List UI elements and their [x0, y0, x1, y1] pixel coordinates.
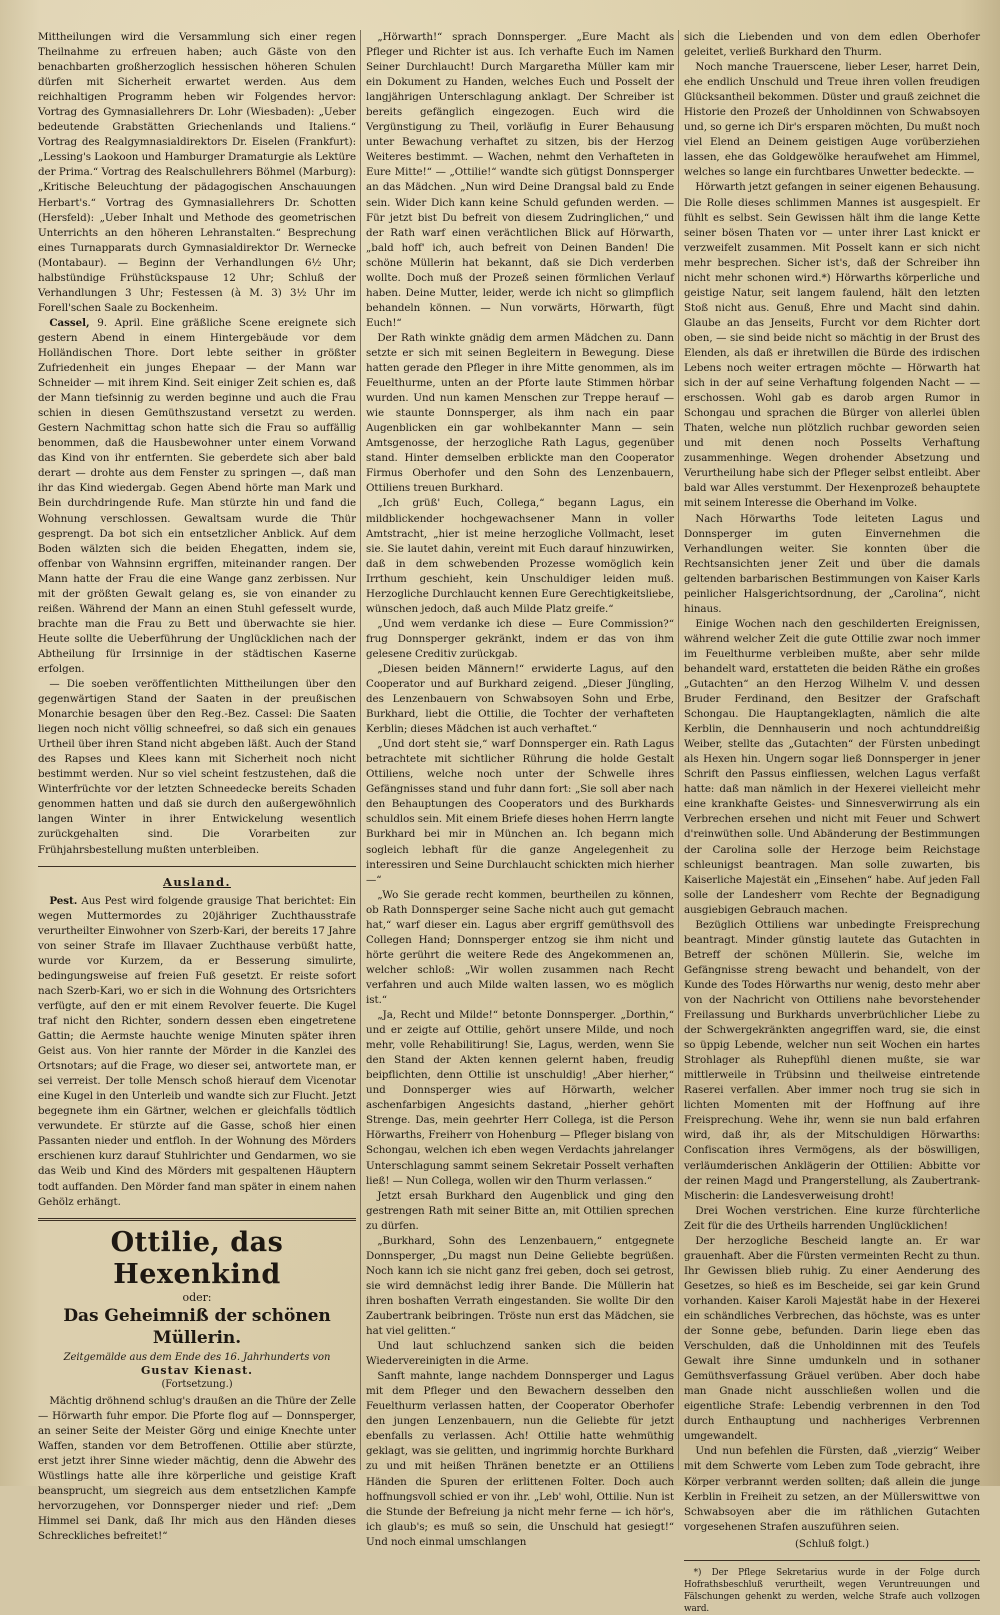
novel-paragraph: „Hörwarth!“ sprach Donnsperger. „Eure Macht als Pfleger und Richter ist aus. Ich verhafte Euch im Namen Seiner Durchlaucht! Durch Margaretha Müller kam mir ein Dokument zu Handen, welches Euch und Posselt der langjährigen Unterschlagung anklagt. Der Schreiber ist bereits gefänglich eingezogen. Euch wird die Vergünstigung zu Theil, vorläufig in Eurer Behausung unter Bewachung verhaftet zu sitzen, bis der Herzog Weiteres bestimmt. — Wachen, nehmt den Verhafteten in Eure Mitte!“ — „Ottilie!“ wandte sich gütigst Donnsperger an das Mädchen. „Nun wird Deine Drangsal bald zu Ende sein. Wider Dich kann keine Schuld gefunden werden. — Für jetzt bist Du befreit von diesem Zudringlichen,“ und der Rath warf einen verächtlichen Blick auf Hörwarth, „bald hoff' ich, auch befreit von Deinen Banden! Die schöne Müllerin hat bekannt, daß sie Dich verderben wollte. Doch muß der Prozeß seinen förmlichen Verlauf haben. Deine Mutter, leider, werde ich nicht so glimpflich behandeln können. — Nun vorwärts, Hörwarth, fügt Euch!“	[366, 31, 674, 329]
kassel-date: 9. April.	[97, 316, 144, 329]
novel-paragraph: Der herzogliche Bescheid langte an. Er war grauenhaft. Aber die Fürsten vermeinten Recht zu thun. Ihr Gewissen blieb ruhig. Zu einer Aenderung des Gesetzes, so hieß es im Bescheide, sei gar kein Grund vorhanden. Kaiser Karoli Majestät habe in der Hexerei ein schändliches Verbrechen, das höchste, was es unter der Sonne gebe, befunden. Darin liege eben das Verschulden, daß die Unholdinnen mit des Teufels Gewalt ihre Sinne umdunkeln und in sothaner Gemüthsverfassung Gräuel verüben. Aber doch habe man Gnade nicht ausschließen wollen und die eigentliche Strafe: Lebendig verbrennen in den Tod durch Enthauptung und nachheriges Verbrennen umgewandelt.	[684, 1234, 980, 1443]
novel-paragraph: „Burkhard, Sohn des Lenzenbauern,“ entgegnete Donnsperger, „Du magst nun Deine Geliebte begrüßen. Noch kann ich sie nicht ganz frei geben, doch sei getrost, sie wird demnächst ledig ihrer Bande. Die Müllerin hat ihren boshaften Verrath eingestanden. Sie wollte Dir den Zaubertrank beibringen. Tröste nun erst das Mädchen, sie hat viel gelitten.“	[366, 1234, 674, 1338]
novel-paragraph: Jetzt ersah Burkhard den Augenblick und ging den gestrengen Rath mit seiner Bitte an, mit Ottilien sprechen zu dürfen.	[366, 1189, 674, 1232]
novel-paragraph: Einige Wochen nach den geschilderten Ereignissen, während welcher Zeit die gute Ottilie zwar noch immer im Feuelthurme verbleiben mußte, aber sehr milde behandelt ward, erstatteten die beiden Räthe ein großes „Gutachten“ an den Herzog Wilhelm V. und dessen Bruder Ferdinand, den Besitzer der Grafschaft Schongau. Die Hauptangeklagten, nämlich die alte Kerblin, die Dennhauserin und noch achtunddreißig Weiber, stellte das „Gutachten“ der Fürsten unbedingt als Hexen hin. Ungern sogar ließ Donnsperger in jener Schrift den Passus einfliessen, welchen Lagus verfaßt hatte: daß man nämlich in der Hexerei vielleicht mehr eine krankhafte Geistes- und Sinnesverwirrung als ein Verbrechen ersehen und nicht mit Feuer und Schwert d'reinwüthen solle. Und Abänderung der Bestimmungen der Carolina solle der Herzoge beim Reichstage schleunigst beantragen. Man solle zuwarten, bis Kaiserliche Majestät ein „Einsehen“ habe. Auf jeden Fall solle der Landesherr vom Rechte der Begnadigung ausgiebigen Gebrauch machen.	[684, 617, 980, 916]
novel-paragraph: Noch manche Trauerscene, lieber Leser, harret Dein, ehe endlich Unschuld und Treue ihren vollen freudigen Glücksantheil bekommen. Düster und grauß zeichnet die Historie den Prozeß der Unholdinnen von Schwabsoyen und, so gerne ich Dir's ersparen möchten, Du mußt noch viel Elend an Deinem geistigen Auge vorüberziehen lassen, ehe das Goldgewölke heraufwehet am Himmel, welches so lange ein furchtbares Unwetter bedeckte. —	[684, 61, 980, 179]
novel-continuation: (Fortsetzung.)	[161, 1378, 233, 1390]
novel-title: Ottilie, das Hexenkind	[110, 1226, 284, 1290]
column-rule-right	[678, 30, 679, 1470]
novel-paragraph: „Und wem verdanke ich diese — Eure Commission?“ frug Donnsperger gekränkt, indem er das von ihm gelesene Creditiv zurückgab.	[366, 617, 674, 660]
novel-author: Gustav Kienast.	[141, 1363, 253, 1377]
novel-oder: oder:	[182, 1290, 212, 1304]
kassel-report	[38, 316, 356, 677]
column-2	[366, 30, 674, 1548]
novel-subtitle: Das Geheimniß der schönen Müllerin.	[63, 1305, 331, 1348]
novel-text-start: Mächtig dröhnend schlug's draußen an die Thüre der Zelle — Hörwarth fuhr empor. Die Pforte flog auf — Donnsperger, an seiner Seite der Meister Görg und einige Knechte unter Waffen, standen vor dem Betroffenen. Ottilie aber stürzte, erst jetzt ihrer Sinne wieder mächtig, denn die Abwehr des Wüstlings hatte alle ihre körperliche und geistige Kraft beansprucht, um siegreich aus dem entsetzlichen Kampfe hervorzugehen, vor Donnsperger nieder und rief: „Dem Himmel sei Dank, daß Ihr mich aus den Händen dieses Schreckliches befreitet!“	[38, 1394, 356, 1543]
ausland-heading: Ausland.	[163, 874, 231, 889]
novel-paragraph: „Und dort steht sie,“ warf Donnsperger ein. Rath Lagus betrachtete mit sichtlicher Rührung die holde Gestalt Ottiliens, welche noch unter der Schwelle ihres Gefängnisses stand und fuhr dann fort: „Sie soll aber nach den Behauptungen des Cooperators und des Burkhards schuldlos sein. Mit einem Briefe dieses hohen Herrn langte Burkhard bei mir in München an. Ich begann mich sogleich lebhaft für die ganze Angelegenheit zu interessiren und Seine Durchlaucht schickten mich hierher —“	[366, 738, 674, 886]
novel-paragraph: „Ja, Recht und Milde!“ betonte Donnsperger. „Dorthin,“ und er zeigte auf Ottilie, gehört unsere Milde, und noch mehr, volle Rehabilitirung! Sie, Lagus, werden, wenn Sie den Stand der Akten kennen gelernt haben, freudig beipflichten, denn Ottilie ist unschuldig! „Aber hierher,“ und Donnsperger wies auf Hörwarth, welcher aschenfarbigen Angesichts dastand, „hierher gehört Strenge. Das, mein geehrter Herr Collega, ist die Person Hörwarths, Freiherr von Hohenburg — Pfleger bislang von Schongau, welchen ich eben wegen Verdachts jahrelanger Unterschlagung sammt seinem Sekretair Posselt verhaften ließ! — Nun Collega, wollen wir den Thurm verlassen.“	[366, 1009, 674, 1187]
novel-paragraph: „Diesen beiden Männern!“ erwiderte Lagus, auf den Cooperator und auf Burkhard zeigend. „Dieser Jüngling, des Lenzenbauern von Schwabsoyen Sohn und Erbe, Burkhard, liebt die Ottilie, die Tochter der verhafteten Kerblin; dieses Mädchen ist auch verhaftet.“	[366, 662, 674, 736]
novel-paragraph: Und laut schluchzend sanken sich die beiden Wiedervereinigten in die Arme.	[366, 1340, 674, 1368]
novel-paragraph: Sanft mahnte, lange nachdem Donnsperger und Lagus mit dem Pfleger und den Bewachern desselben den Feuelthurm verlassen hatten, der Cooperator Oberhofer den jungen Lenzenbauern, nun die Geliebte für jetzt ebenfalls zu verlassen. Ach! Ottilie hatte wehmüthig geklagt, was sie gelitten, und ingrimmig horchte Burkhard zu und mit heißen Thränen benetzte er an Ottiliens Händen die Spuren der erlittenen Folter. Doch auch hoffnungsvoll schied er von ihr. „Leb' wohl, Ottilie. Nun ist die Stunde der Befreiung ja nicht mehr ferne — ich hör's, ich glaub's; es muß so sein, die Unschuld hat gesiegt!“ Und noch einmal umschlangen	[366, 1370, 674, 1548]
kassel-place: Cassel,	[49, 316, 90, 329]
novel-paragraph: Hörwarth jetzt gefangen in seiner eigenen Behausung. Die Rolle dieses schlimmen Mannes ist ausgespielt. Er fühlt es selbst. Sein Gewissen hält ihm die lange Kette seiner bösen Thaten vor — unter ihrer Last knickt er verzweifelt zusammen. Mit Posselt kann er sich nicht mehr besprechen. Sicher ist's, daß der Schreiber ihn nicht mehr schonen wird.*) Hörwarths körperliche und geistige Natur, seit langem faulend, hält den letzten Stoß nicht aus. Genuß, Ehre und Macht sind dahin. Glaube an das Jenseits, Furcht vor dem Richter dort oben, — sie sind beide nicht so mächtig in der Brust des Elenden, als daß er ihretwillen die Bürde des irdischen Lebens noch weiter ertragen möchte — Hörwarth hat sich in der auf seine Verhaftung folgenden Nacht — — erschossen. Wohl gab es darob argen Rumor in Schongau und sprachen die Bürger von allerlei üblen Thaten, welche nun plötzlich ruchbar geworden seien und mit denen noch Posselts Verhaftung zusammenhinge. Wegen drohender Absetzung und Verurtheilung habe sich der Pfleger selbst entleibt. Aber bald war Alles verstummt. Der Hexenprozeß behauptete mit seinem Interesse die Oberhand im Volke.	[684, 181, 980, 510]
novel-paragraph: sich die Liebenden und von dem edlen Oberhofer geleitet, verließ Burkhard den Thurm.	[684, 31, 980, 59]
feuilleton-divider	[38, 1218, 356, 1221]
saaten-report: — Die soeben veröffentlichten Mittheilungen über den gegenwärtigen Stand der Saaten in der preußischen Monarchie besagen über den Reg.-Bez. Cassel: Die Saaten liegen noch nicht völlig schneefrei, so daß sich ein genaues Urtheil über ihren Stand nicht abgeben läßt. Auch der Stand des Rapses und Klees kann mit Sicherheit noch nicht bestimmt werden. Nur so viel scheint festzustehen, daß die Winterfrüchte vor der letzten Schneedecke bereits Schaden genommen hatten und daß sie durch den außergewöhnlich langen Winter in ihrer Entwickelung wesentlich zurückgehalten sind. Die Vorarbeiten zur Frühjahrsbestellung mußten unterbleiben.	[38, 678, 356, 856]
novel-paragraph: Und nun befehlen die Fürsten, daß „vierzig“ Weiber mit dem Schwerte vom Leben zum Tode gebracht, ihre Körper verbrannt werden sollten; daß allein die junge Kerblin in Freiheit zu setzen, an der Müllerswittwe von Schwabsoyen aber die im räthlichen Gutachten vorgesehenen Strafen auszuführen seien.	[684, 1445, 980, 1533]
footnote-divider	[684, 1560, 980, 1561]
column-1	[38, 30, 356, 1543]
section-divider	[38, 866, 356, 867]
novel-paragraph: Drei Wochen verstrichen. Eine kurze fürchterliche Zeit für die des Urtheils harrenden Unglücklichen!	[684, 1204, 980, 1232]
novel-paragraph: Bezüglich Ottiliens war unbedingte Freisprechung beantragt. Minder günstig lautete das Gutachten in Betreff der schönen Müllerin. Sie, welche im Gefängnisse streng bewacht und behandelt, von der Kunde des Todes Hörwarths nur wenig, desto mehr aber von der Nachricht von Ottiliens nahe bevorstehender Freilassung und Burkhards unverbrüchlicher Liebe zu der Schwergekränkten angegriffen ward, sie, die einst so üppig Lebende, welcher nun seit Wochen ein hartes Strohlager als Ruhepfühl dienen mußte, sie war mittlerweile in Trübsinn und theilweise eintretende Raserei verfallen. Aber immer noch trug sie sich in lichten Momenten mit der Hoffnung auf ihre Freisprechung. Wehe ihr, wenn sie nun bald erfahren wird, daß ihr, als der Mitschuldigen Hörwarths: Confiscation ihres Vermögens, als der böswilligen, verläumderischen Anklägerin der Ottilien: Abbitte vor der reinen Magd und Prangerstellung, als Zaubertrank-Mischerin: die Landesverweisung droht!	[684, 918, 980, 1202]
kassel-text: Eine gräßliche Scene ereignete sich gestern Abend in einem Hintergebäude vor dem Holländischen Thore. Dort lebte seither in größter Zufriedenheit ein junges Ehepaar — der Mann war Schneider — mit ihrem Kind. Seit einiger Zeit schien es, daß der Mann tiefsinnig zu werden beginne und auch die Frau schien in diesen Gemüthszustand versetzt zu werden. Gestern Nachmittag schon hatte sich die Frau so auffällig benommen, daß die Hausbewohner unter einem Vorwand das Kind von ihr entfernten. Sie geberdete sich aber bald derart — drohte aus dem Fenster zu springen —, daß man ihr das Kind wiedergab. Gegen Abend hörte man Mark und Bein durchdringende Rufe. Man stürzte hin und fand die Wohnung verschlossen. Gewaltsam wurde die Thür gesprengt. Da bot sich ein entsetzlicher Anblick. Auf dem Boden wälzten sich die beiden Ehegatten, indem sie, offenbar von Wahnsinn ergriffen, miteinander rangen. Der Mann hatte der Frau die eine Wange ganz zerbissen. Nur mit der größten Gewalt gelang es, sie von einander zu reißen. Während der Mann an einen Stuhl gefesselt wurde, brachte man die Frau zu Bett und überwachte sie hier. Heute sollte die Ueberführung der Unglücklichen nach der Abtheilung für Irrsinnige in der städtischen Kaserne erfolgen.	[38, 316, 356, 675]
footnote: *) Der Pflege Sekretarius wurde in der Folge durch Hofrathsbeschluß verurtheilt, wegen Veruntreuungen und Fälschungen gehenkt zu werden, welche Strafe auch vollzogen ward.	[684, 1567, 980, 1614]
meeting-announcement: Mittheilungen wird die Versammlung sich einer regen Theilnahme zu erfreuen haben; auch Gäste von den benachbarten großherzoglich hessischen höheren Schulen dürfen mit Sicherheit erwartet werden. Aus dem reichhaltigen Programm heben wir Folgendes hervor: Vortrag des Gymnasiallehrers Dr. Lohr (Wiesbaden): „Ueber bedeutende Grabstätten Griechenlands und Italiens.“ Vortrag des Realgymnasialdirektors Dr. Eiselen (Frankfurt): „Lessing's Laokoon und Hamburger Dramaturgie als Lektüre der Prima.“ Vortrag des Realschullehrers Böhmel (Marburg): „Kritische Beleuchtung der pädagogischen Anschauungen Herbart's.“ Vortrag des Gymnasiallehrers Dr. Schotten (Hersfeld): „Ueber Inhalt und Methode des geometrischen Unterrichts an den höheren Lehranstalten.“ Besprechung eines Turnapparats durch Gymnasialdirektor Dr. Wernecke (Montabaur). — Beginn der Verhandlungen 6½ Uhr; halbstündige Frühstückspause 12 Uhr; Schluß der Verhandlungen 3 Uhr; Festessen (à M. 3) 3½ Uhr im Forell'schen Saale zu Bockenheim.	[38, 31, 356, 314]
pest-text: Aus Pest wird folgende grausige That berichtet: Ein wegen Muttermordes zu 20jähriger Zuchthausstrafe verurtheilter Einwohner von Szerb-Kari, der bereits 17 Jahre von seiner Strafe im Illavaer Zuchthause verbüßt hatte, wurde vor Kurzem, da er Besserung simulirte, bedingungsweise auf freien Fuß gesetzt. Er reiste sofort nach Szerb-Kari, wo er sich in die Wohnung des Ortsrichters verfügte, auf den er mit einem Revolver feuerte. Die Kugel traf nicht den Richter, sondern dessen eben eingetretene Gattin; die Aermste hauchte wenige Minuten später ihren Geist aus. Von hier rannte der Mörder in die Kanzlei des Ortsnotars; auf die Frage, wo dieser sei, antwortete man, er sei verreist. Der tolle Mensch schoß hierauf dem Vicenotar eine Kugel in den Unterleib und wandte sich zur Flucht. Jetzt begegnete ihm ein Gärtner, welchen er gleichfalls tödtlich verwundete. Er stürzte auf die Gasse, schoß hier einen Passanten nieder und entfloh. In der Wohnung des Mörders erschienen kurz darauf Stuhlrichter und Gendarmen, wo sie das Weib und Kind des Mörders mit gespaltenen Häuptern todt auffanden. Den Mörder fand man später in einem nahen Gehölz erhängt.	[38, 894, 356, 1208]
novel-paragraph: „Ich grüß' Euch, Collega,“ begann Lagus, ein mildblickender hochgewachsener Mann in voller Amtstracht, „hier ist meine herzogliche Vollmacht, leset sie. Sie lautet dahin, vereint mit Euch darauf hinzuwirken, daß in dem schwebenden Prozesse womöglich kein Irrthum geschieht, kein Unschuldiger leiden muß. Herzogliche Durchlaucht kennen Eure Gerechtigkeitsliebe, wünschen jedoch, daß auch Milde Platz greife.“	[366, 497, 674, 615]
novel-paragraph: Nach Hörwarths Tode leiteten Lagus und Donnsperger im guten Einvernehmen die Verhandlungen weiter. Sie konnten über die Rechtsansichten jener Zeit und über die damals geltenden barbarischen Bestimmungen von Kaiser Karls peinlicher Halsgerichtsordnung, der „Carolina“, nicht hinaus.	[684, 512, 980, 615]
novel-paragraph: Der Rath winkte gnädig dem armen Mädchen zu. Dann setzte er sich mit seinen Begleitern in Bewegung. Diese hatten gerade den Pfleger in ihre Mitte genommen, als im Feuelthurme, unten an der Pforte laute Stimmen hörbar wurden. Und nun kamen Menschen zur Treppe herauf — wie staunte Donnsperger, als ihm nach ein paar Augenblicken ein gar wohlbekannter Mann — sein Amtsgenosse, der herzogliche Rath Lagus, gegenüber stand. Hinter demselben erblickte man den Cooperator Firmus Oberhofer und den Sohn des Lenzenbauern, Ottiliens treuen Burkhard.	[366, 331, 674, 495]
pest-place: Pest.	[49, 894, 78, 907]
closing-note: (Schluß folgt.)	[794, 1537, 870, 1550]
novel-tagline: Zeitgemälde aus dem Ende des 16. Jahrhunderts von	[63, 1351, 331, 1363]
column-rule-left	[360, 30, 361, 1470]
pest-report	[38, 894, 356, 1210]
novel-paragraph: „Wo Sie gerade recht kommen, beurtheilen zu können, ob Rath Donnsperger seine Sache nicht auch gut gemacht hat,“ warf dieser ein. Lagus aber ergriff gemüthsvoll des Collegen Hand; Donnsperger entzog sie ihm nicht und hörte gerührt die weitere Rede des Angekommenen an, welcher schloß: „Wir wollen zusammen nach Recht verfahren und auch Milde walten lassen, wo es möglich ist.“	[366, 888, 674, 1006]
column-3	[684, 30, 980, 1614]
